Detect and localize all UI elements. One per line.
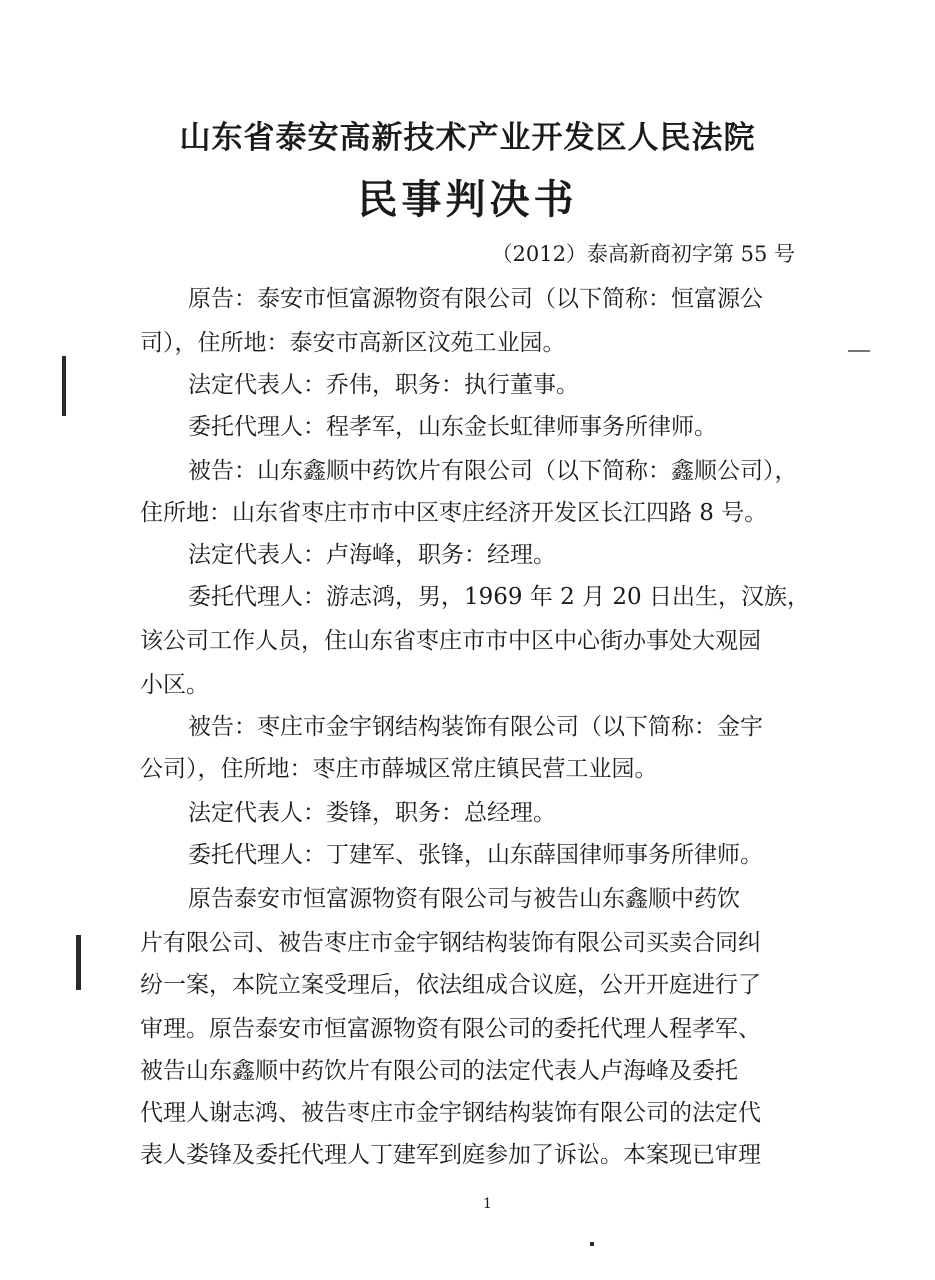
text-line: 审理。原告泰安市恒富源物资有限公司的委托代理人程孝军、: [140, 1016, 761, 1042]
text-line: 表人娄锋及委托代理人丁建军到庭参加了诉讼。本案现已审理: [140, 1142, 761, 1168]
text-line: 小区。: [140, 672, 209, 698]
text-line: 法定代表人：娄锋，职务：总经理。: [188, 800, 556, 826]
text-line: 法定代表人：乔伟，职务：执行董事。: [188, 372, 579, 398]
scan-speck: [590, 1242, 594, 1246]
document-title: 民事判决书: [357, 176, 578, 223]
text-line: 原告：泰安市恒富源物资有限公司（以下简称：恒富源公: [188, 286, 763, 312]
page-number: 1: [483, 1196, 492, 1212]
text-line: 纷一案，本院立案受理后，依法组成合议庭，公开开庭进行了: [140, 972, 761, 998]
text-line: 被告：山东鑫顺中药饮片有限公司（以下简称：鑫顺公司），: [188, 458, 798, 484]
case-number: （2012）泰高新商初字第 55 号: [491, 242, 795, 266]
text-line: 原告泰安市恒富源物资有限公司与被告山东鑫顺中药饮: [188, 886, 740, 912]
text-line: 住所地：山东省枣庄市市中区枣庄经济开发区长江四路 8 号。: [140, 500, 768, 526]
text-line: 代理人谢志鸿、被告枣庄市金宇钢结构装饰有限公司的法定代: [140, 1100, 761, 1126]
text-line: 委托代理人：游志鸿，男，1969 年 2 月 20 日出生，汉族，: [188, 584, 810, 610]
text-line: 司），住所地：泰安市高新区汶苑工业园。: [140, 330, 566, 356]
text-line: 法定代表人：卢海峰，职务：经理。: [188, 542, 556, 568]
text-line: 委托代理人：丁建军、张锋，山东薛国律师事务所律师。: [188, 842, 763, 868]
text-line: 委托代理人：程孝军，山东金长虹律师事务所律师。: [188, 414, 717, 440]
text-line: 公司），住所地：枣庄市薛城区常庄镇民营工业园。: [140, 756, 658, 782]
court-name: 山东省泰安高新技术产业开发区人民法院: [179, 120, 756, 156]
text-line: 被告：枣庄市金宇钢结构装饰有限公司（以下简称：金宇: [188, 714, 763, 740]
text-line: 被告山东鑫顺中药饮片有限公司的法定代表人卢海峰及委托: [140, 1058, 738, 1084]
text-line: 该公司工作人员，住山东省枣庄市市中区中心街办事处大观园: [140, 628, 761, 654]
binding-hole-mark: [62, 356, 66, 416]
scan-speck: [848, 350, 870, 352]
text-line: 片有限公司、被告枣庄市金宇钢结构装饰有限公司买卖合同纠: [140, 930, 761, 956]
binding-hole-mark: [76, 935, 81, 990]
